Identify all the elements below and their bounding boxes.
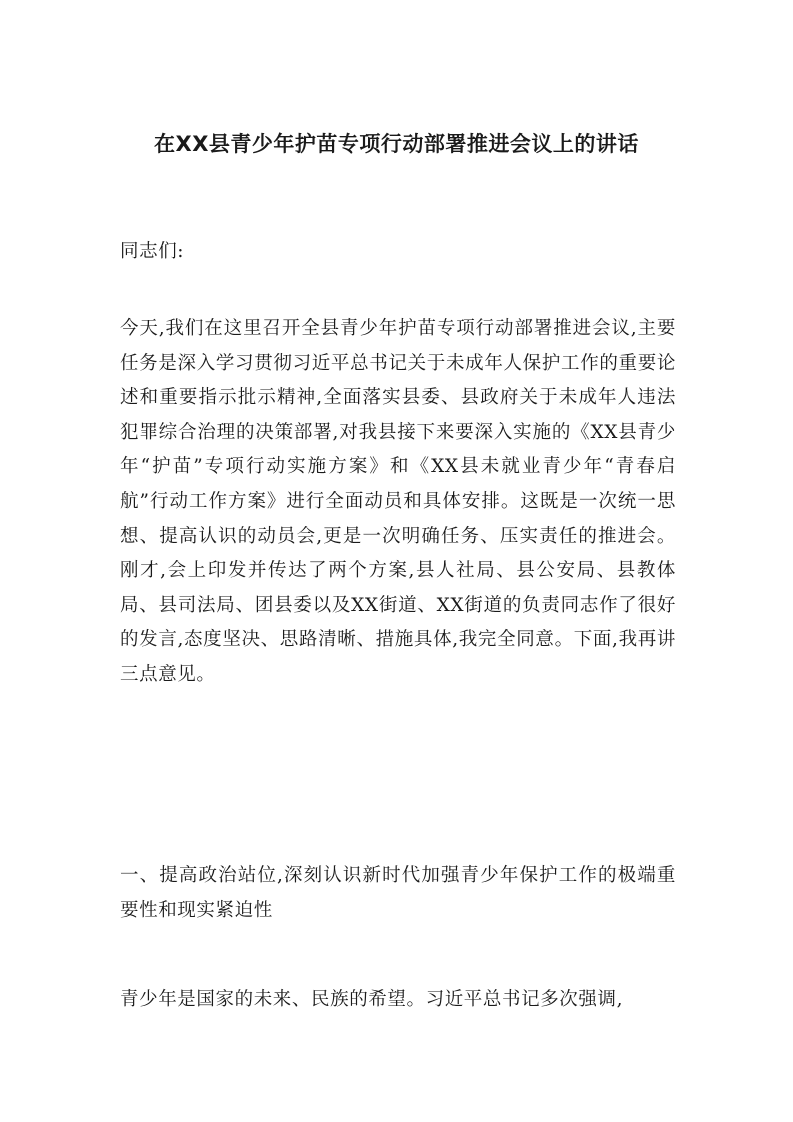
- document-title: 在XX县青少年护苗专项行动部署推进会议上的讲话: [154, 132, 639, 156]
- greeting-line: 同志们:: [120, 241, 185, 262]
- body-paragraph: 青少年是国家的未来、民族的希望。习近平总书记多次强调,: [120, 989, 624, 1010]
- body-paragraph: 今天,我们在这里召开全县青少年护苗专项行动部署推进会议,主要任务是深入学习贯彻习近平总书记关于未成年人保护工作的重要论述和重要指示批示精神,全面落实县委、县政府关于未成年人违法犯罪综合治理的决策部署,对我县接下来要深入实施的《XX县青少年“护苗”专项行动实施方案》和《XX县未就业青少年“青春启航”行动工作方案》进行全面动员和具体安排。这既是一次统一思想、提高认识的动员会,更是一次明确任务、压实责任的推进会。刚才,会上印发并传达了两个方案,县人社局、县公安局、县教体局、县司法局、团县委以及XX街道、XX街道的负责同志作了很好的发言,态度坚决、思路清晰、措施具体,我完全同意。下面,我再讲三点意见。: [120, 318, 676, 685]
- section-heading: 一、提高政治站位,深刻认识新时代加强青少年保护工作的极端重要性和现实紧迫性: [120, 865, 676, 921]
